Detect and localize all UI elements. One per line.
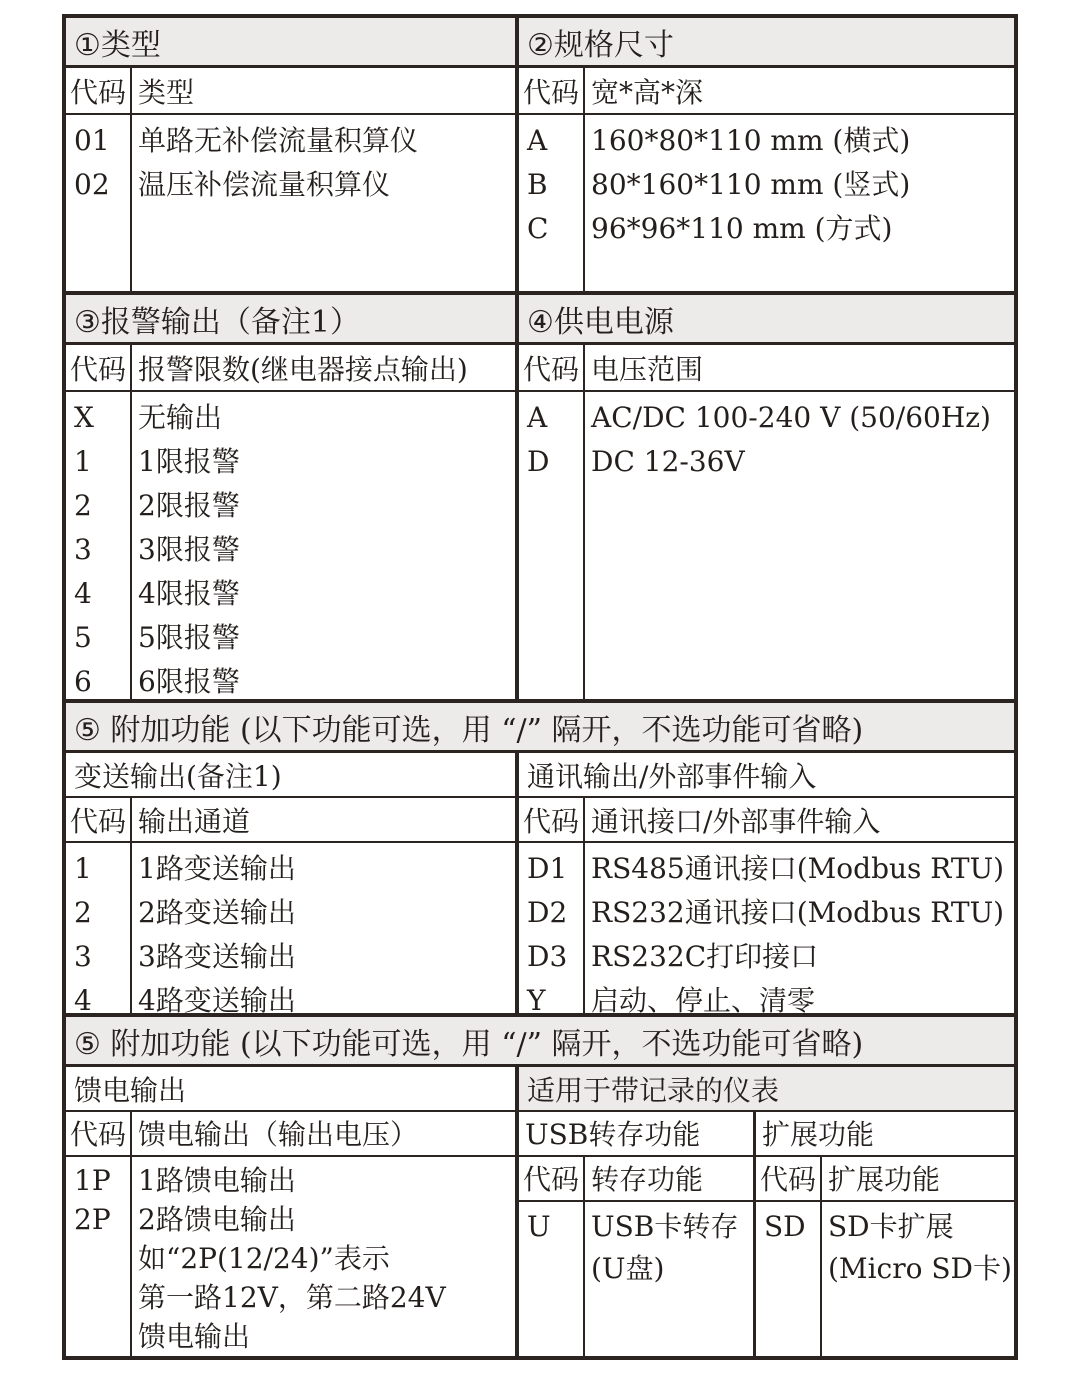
row-code: X [74,401,94,435]
section-dimensions [519,18,1014,291]
section-alarm [66,295,519,699]
record-subtitle: 适用于带记录的仪表 [519,1067,1014,1110]
section-power-columns [519,345,1014,392]
row-code: 4 [74,984,92,1014]
code-column [519,843,585,1013]
code-column-header: 代码 [519,1157,585,1200]
feed-subtitle: 馈电输出 [66,1067,519,1110]
row-desc: 启动、停止、清零 [591,984,816,1014]
desc-column-header: 转存功能 [591,1163,704,1197]
code-column [66,115,132,291]
row-code: 1 [74,852,92,886]
feed-note-line: 馈电输出 [138,1319,251,1353]
desc-column [132,843,515,1013]
feed-note-line: 如“2P(12/24)”表示 [138,1241,390,1275]
desc-column-header: 扩展功能 [828,1163,941,1197]
row-code: D3 [527,940,568,974]
desc-column [132,392,515,699]
transmit-columns [66,798,519,841]
row-code: D1 [527,852,568,886]
desc-column [585,115,1014,291]
feed-table [66,1112,519,1356]
band-addon-subheaders-2 [66,1067,1014,1112]
row-desc: AC/DC 100-240 V (50/60Hz) [591,401,991,435]
record-tables [519,1112,1014,1356]
code-column-header: 代码 [66,68,132,113]
row-code: B [527,168,548,201]
row-code: 2 [74,896,92,930]
feed-data [66,1157,515,1356]
row-code: 3 [74,533,92,567]
desc-column-header: 输出通道 [138,804,251,838]
row-desc: USB卡转存 [591,1209,739,1243]
row-code: 02 [74,168,110,201]
band-addon-data-1 [66,843,1014,1017]
transmit-subtitle: 变送输出(备注1) [66,753,519,796]
row-code: 1 [74,445,92,479]
code-column-header: 代码 [66,345,132,390]
row-desc: 4路变送输出 [138,984,296,1014]
section-power [519,295,1014,699]
band-addon-header-1 [66,703,1014,753]
row-code: 4 [74,577,92,611]
row-desc: 96*96*110 mm (方式) [591,212,893,245]
row-desc: 5限报警 [138,621,240,655]
band-type-dimensions [66,18,1014,295]
sd-data [756,1202,1014,1356]
desc-column-header: 电压范围 [591,352,704,386]
usb-columns [519,1157,753,1202]
band-addon-subheaders-1 [66,753,1014,798]
section5-header: ⑤ 附加功能 (以下功能可选，用 “/” 隔开，不选功能可省略) [66,1017,1014,1064]
code-column-header: 代码 [66,1112,132,1155]
desc-column-header: 宽*高*深 [591,75,704,109]
comm-column-row [519,798,1014,841]
row-code: Y [527,984,546,1014]
row-desc: 6限报警 [138,665,240,699]
row-code: 1P [74,1163,111,1197]
row-desc: RS232通讯接口(Modbus RTU) [591,896,1005,930]
sd-table [756,1112,1014,1356]
comm-columns [519,798,1014,841]
row-desc: 80*160*110 mm (竖式) [591,168,911,201]
desc-column [132,115,515,291]
row-desc: 2路馈电输出 [138,1202,296,1236]
row-desc: 2路变送输出 [138,896,296,930]
section-dimensions-columns [519,68,1014,115]
code-column [756,1202,822,1356]
desc-column-header: 通讯接口/外部事件输入 [591,804,881,838]
row-desc: 3限报警 [138,533,240,567]
row-desc: 无输出 [138,401,223,435]
transmit-data [66,843,519,1013]
row-desc: DC 12-36V [591,445,745,479]
section-dimensions-data [519,115,1014,291]
feed-note-line: 第一路12V，第二路24V [138,1280,446,1314]
desc-column-header: 报警限数(继电器接点输出) [138,352,468,386]
row-code: U [527,1209,551,1243]
row-code: 2P [74,1202,111,1236]
section-power-title: ④供电电源 [519,295,1014,345]
row-code: SD [764,1209,806,1243]
band-addon-data-2 [66,1112,1014,1356]
sd-columns [756,1157,1014,1202]
section-type-title: ①类型 [66,18,515,68]
band-addon-header-2 [66,1017,1014,1067]
desc-column [585,843,1014,1013]
row-desc: 2限报警 [138,489,240,523]
row-code: A [527,124,548,157]
section-alarm-columns [66,345,515,392]
band-alarm-power [66,295,1014,703]
row-code: A [527,401,548,435]
code-column-header: 代码 [519,345,585,390]
desc-column [132,1157,515,1356]
section-alarm-data [66,392,515,699]
section-dimensions-title: ②规格尺寸 [519,18,1014,68]
section-alarm-title: ③报警输出（备注1） [66,295,515,345]
transmit-column-row [66,798,515,841]
row-desc: 温压补偿流量积算仪 [138,168,391,201]
section-power-data [519,392,1014,699]
row-desc: 单路无补偿流量积算仪 [138,124,419,157]
code-column [519,1202,585,1356]
row-code: C [527,212,549,245]
code-column-header: 代码 [519,798,585,841]
row-desc: 160*80*110 mm (横式) [591,124,911,157]
row-code: D2 [527,896,568,930]
row-desc: 1限报警 [138,445,240,479]
row-code: 5 [74,621,92,655]
code-column-header: 代码 [756,1157,822,1200]
row-code: D [527,445,550,479]
row-desc: (Micro SD卡) [828,1251,1012,1285]
row-code: 3 [74,940,92,974]
section-type-data [66,115,515,291]
code-column-header: 代码 [519,68,585,113]
model-selection-table [62,14,1018,1360]
row-desc: 1路馈电输出 [138,1163,296,1197]
row-code: 01 [74,124,110,157]
row-code: 2 [74,489,92,523]
code-column [519,392,585,699]
row-desc: SD卡扩展 [828,1209,954,1243]
comm-subtitle: 通讯输出/外部事件输入 [527,759,817,793]
section-type-columns [66,68,515,115]
row-desc: 1路变送输出 [138,852,296,886]
row-desc: RS232C打印接口 [591,940,819,974]
usb-data [519,1202,753,1356]
desc-column-header: 馈电输出（输出电压） [138,1118,419,1152]
row-desc: RS485通讯接口(Modbus RTU) [591,852,1005,886]
usb-table [519,1112,756,1356]
code-column [66,392,132,699]
code-column [66,843,132,1013]
desc-column [585,1202,753,1356]
usb-subtitle: USB转存功能 [519,1112,753,1157]
code-column [519,115,585,291]
desc-column [585,392,1014,699]
row-desc: (U盘) [591,1251,665,1285]
code-column [66,1157,132,1356]
sd-subtitle: 扩展功能 [756,1112,1014,1157]
feed-columns [66,1112,515,1157]
row-code: 6 [74,665,92,699]
desc-column-header: 类型 [138,75,195,109]
comm-data [519,843,1014,1013]
code-column-header: 代码 [66,798,132,841]
section-type [66,18,519,291]
row-desc: 4限报警 [138,577,240,611]
row-desc: 3路变送输出 [138,940,296,974]
band-addon-columns-1 [66,798,1014,843]
desc-column [822,1202,1014,1356]
section5-header: ⑤ 附加功能 (以下功能可选，用 “/” 隔开，不选功能可省略) [66,703,1014,750]
